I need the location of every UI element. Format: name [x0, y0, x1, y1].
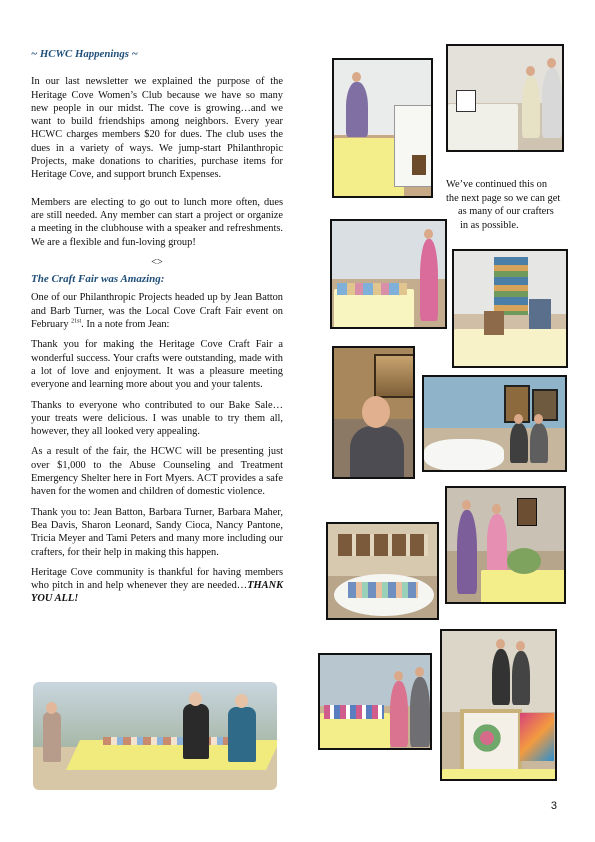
photo-round-table	[326, 522, 439, 620]
date-suffix: 21st	[71, 318, 82, 325]
closing-thanks: THANK YOU ALL!	[31, 580, 283, 605]
continued-line-1: We’ve continued this on	[446, 179, 548, 190]
separator: <>	[151, 256, 163, 268]
photo-two-women-booth	[445, 486, 566, 604]
continued-line-3: as many of our crafters	[458, 206, 554, 217]
paragraph-donation: As a result of the fair, the HCWC will be presenting just over $1,000 to the Abuse Counseling and Treatment Emergency Shelter here in Fort Myers. ACT provides a safe haven for the women and children of domestic violence.	[31, 446, 283, 498]
article-heading: ~ HCWC Happenings ~	[31, 48, 138, 60]
paragraph-thank-you-note: Thank you for making the Heritage Cove Craft Fair a wonderful success. Your crafts were outstanding, made with a lot of love and enjoyment. It was a pleasure meeting everyone and learning more about you and your talents.	[31, 339, 283, 391]
paragraph-intro: In our last newsletter we explained the purpose of the Heritage Cove Women’s Club because we have so many new people in our midst. The cove is growing…and we want to build friendships among neighbors. Every year HCWC charges members $20 for dues. The club uses the dues in a variety of ways. We jump-start Philanthropic Projects, make donations to charities, purchase items for Heritage Cove, and support brunch Expenses.	[31, 76, 283, 181]
photo-framed-art	[440, 629, 557, 781]
paragraph-bake-sale: Thanks to everyone who contributed to our Bake Sale… your treats were delicious. I was unable to try them all, however, they all looked very appealing.	[31, 399, 283, 438]
paragraph-closing	[31, 566, 283, 606]
paragraph-members: Members are electing to go out to lunch more often, dues are still needed. Any member can start a project or organize a meeting in the clubhouse with a speaker and refreshments. We are a flexible and fun-loving group!	[31, 196, 283, 248]
photo-couple-at-booth	[446, 44, 564, 152]
craft-fair-text: One of our Philanthropic Projects headed up by Jean Batton and Barb Turner, was the Local Cove Craft Fair event on February	[31, 292, 283, 331]
photo-seated-group	[422, 375, 567, 472]
paragraph-craft-fair	[31, 291, 283, 331]
photo-cards-booth	[318, 653, 432, 750]
continued-line-4: in as possible.	[460, 219, 519, 231]
photo-man-smiling	[332, 346, 415, 479]
continued-line-2: the next page so we can get	[446, 192, 561, 204]
craft-fair-text-end: . In a note from Jean:	[81, 319, 170, 331]
article-column	[31, 48, 283, 613]
photo-painting-table	[330, 219, 447, 329]
continued-note	[446, 178, 578, 232]
craft-fair-subheading: The Craft Fair was Amazing:	[31, 273, 165, 286]
photo-woman-at-booth	[332, 58, 433, 198]
paragraph-helpers: Thank you to: Jean Batton, Barbara Turner, Barbara Maher, Bea Davis, Sharon Leonard, Sandy Cioca, Nancy Pantone, Tricia Meyer and Tami Peters and many more including our crafters, for their help in making this happen.	[31, 506, 283, 558]
bake-sale-photo	[33, 682, 277, 790]
page-number: 3	[550, 800, 557, 812]
photo-art-display	[452, 249, 568, 368]
closing-text: Heritage Cove community is thankful for having members who pitch in and help whenever they are needed…	[31, 566, 283, 592]
